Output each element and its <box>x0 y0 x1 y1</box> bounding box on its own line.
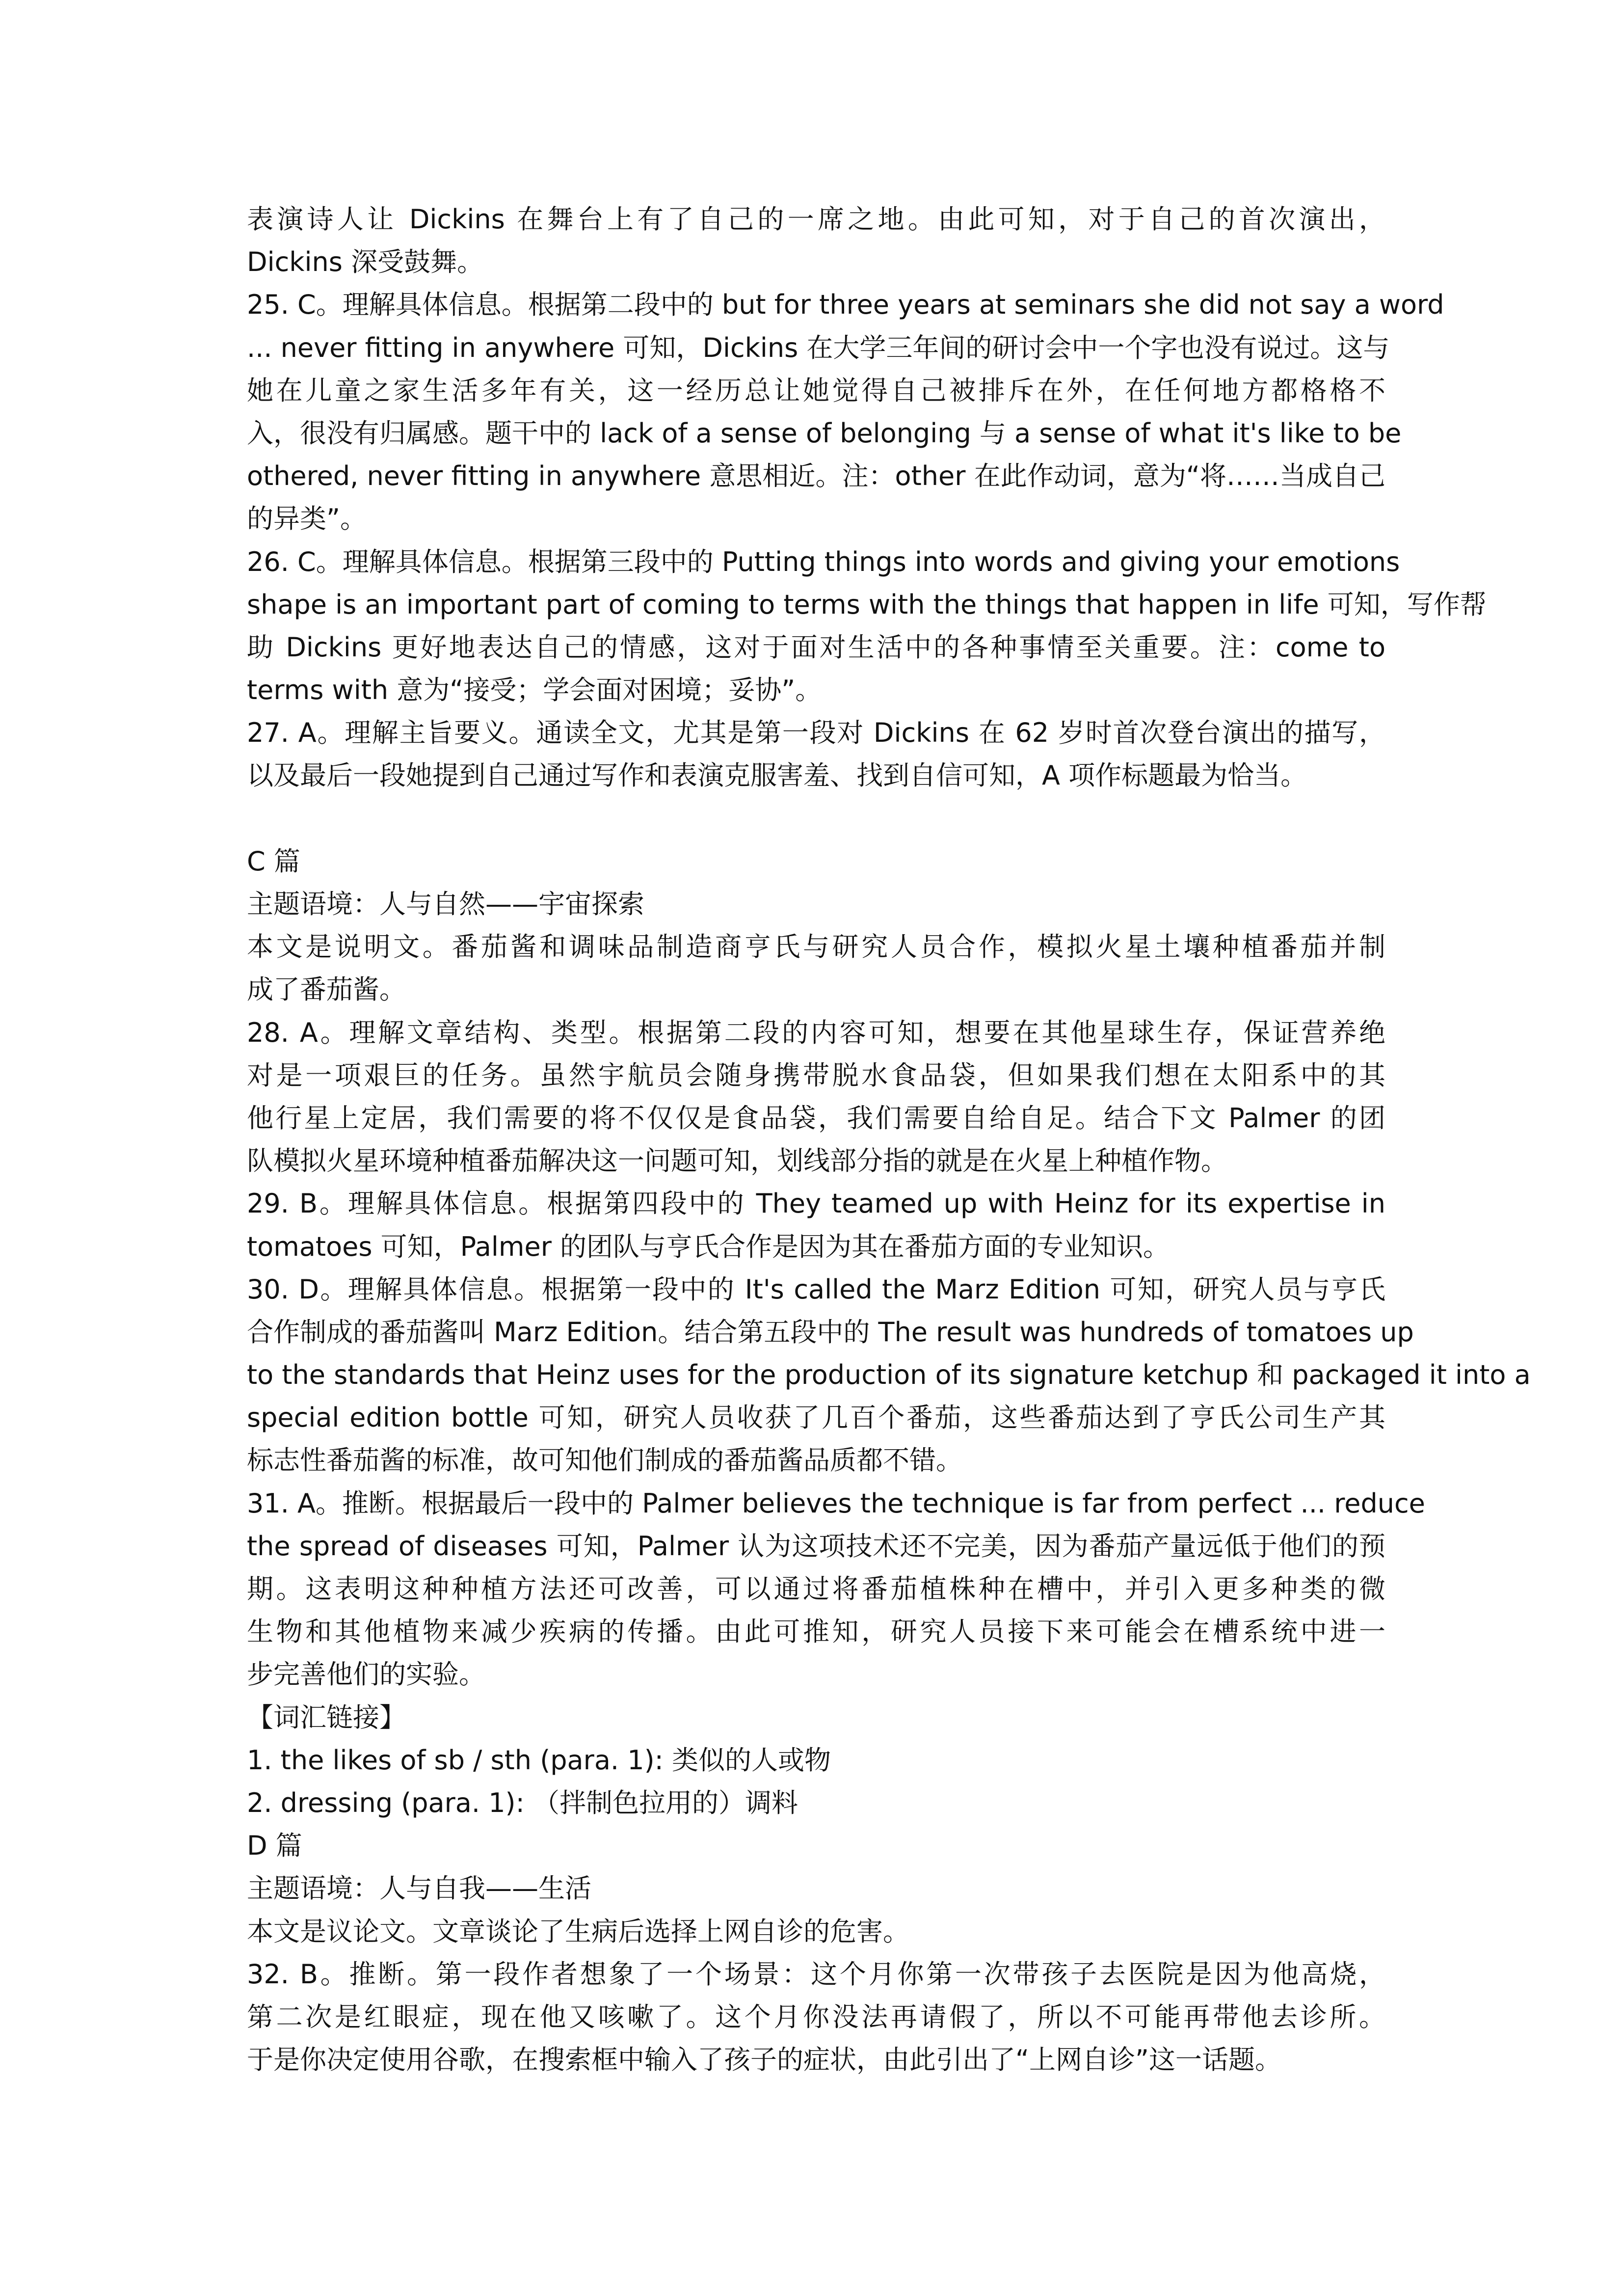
text-line: 26. C。理解具体信息。根据第三段中的 Putting things into words and giving your emotions <box>247 546 1400 577</box>
text-line: 他行星上定居，我们需要的将不仅仅是食品袋，我们需要自给自足。结合下文 Palmer 的团 <box>247 1102 1385 1134</box>
text-line: terms with 意为“接受；学会面对困境；妥协”。 <box>247 675 822 706</box>
text-line: 30. D。理解具体信息。根据第一段中的 It's called the Marz Edition 可知，研究人员与亨氏 <box>247 1273 1385 1305</box>
text-line: 对是一项艰巨的任务。虽然宇航员会随身携带脱水食品袋，但如果我们想在太阳系中的其 <box>247 1059 1385 1091</box>
text-line: 步完善他们的实验。 <box>247 1659 485 1690</box>
text-line: shape is an important part of coming to terms with the things that happen in life 可知，写作帮 <box>247 589 1487 620</box>
text-line: othered, never fitting in anywhere 意思相近。注：other 在此作动词，意为“将……当成自己 <box>247 460 1385 492</box>
text-line: the spread of diseases 可知，Palmer 认为这项技术还不完美，因为番茄产量远低于他们的预 <box>247 1530 1385 1562</box>
text-line: special edition bottle 可知，研究人员收获了几百个番茄，这些番茄达到了亨氏公司生产其 <box>247 1402 1385 1433</box>
text-line: 25. C。理解具体信息。根据第二段中的 but for three years at seminars she did not say a word <box>247 289 1444 321</box>
text-line: 的异类”。 <box>247 503 367 535</box>
text-line: 队模拟火星环境种植番茄解决这一问题可知，划线部分指的就是在火星上种植作物。 <box>247 1145 1227 1177</box>
blank-line <box>247 797 1385 840</box>
text-line: 期。这表明这种种植方法还可改善，可以通过将番茄植株种在槽中，并引入更多种类的微 <box>247 1573 1385 1604</box>
text-line: 31. A。推断。根据最后一段中的 Palmer believes the technique is far from perfect ... reduce <box>247 1487 1425 1519</box>
text-line: 标志性番茄酱的标准，故可知他们制成的番茄酱品质都不错。 <box>247 1445 962 1476</box>
text-line: 本文是说明文。番茄酱和调味品制造商亨氏与研究人员合作，模拟火星土壤种植番茄并制 <box>247 931 1385 963</box>
text-line: 于是你决定使用谷歌，在搜索框中输入了孩子的症状，由此引出了“上网自诊”这一话题。 <box>247 2044 1281 2076</box>
text-line: 主题语境：人与自然——宇宙探索 <box>247 889 644 919</box>
vocab-item: 2. dressing (para. 1): （拌制色拉用的）调料 <box>247 1787 798 1818</box>
text-line: 第二次是红眼症，现在他又咳嗽了。这个月你没法再请假了，所以不可能再带他去诊所。 <box>247 2001 1385 2032</box>
text-line: 以及最后一段她提到自己通过写作和表演克服害羞、找到自信可知，A 项作标题最为恰当。 <box>247 760 1307 791</box>
text-line: 合作制成的番茄酱叫 Marz Edition。结合第五段中的 The result was hundreds of tomatoes up <box>247 1316 1414 1348</box>
text-line: to the standards that Heinz uses for the production of its signature ketchup 和 packaged it into a <box>247 1359 1531 1391</box>
section-heading: C 篇 <box>247 845 300 877</box>
text-line: 32. B。推断。第一段作者想象了一个场景：这个月你第一次带孩子去医院是因为他高烧， <box>247 1958 1385 1990</box>
text-line: 生物和其他植物来减少疾病的传播。由此可推知，研究人员接下来可能会在槽系统中进一 <box>247 1616 1385 1648</box>
text-line: ... never fitting in anywhere 可知，Dickins 在大学三年间的研讨会中一个字也没有说过。这与 <box>247 332 1390 363</box>
text-line: 28. A。理解文章结构、类型。根据第二段的内容可知，想要在其他星球生存，保证营养绝 <box>247 1017 1385 1048</box>
section-heading: D 篇 <box>247 1830 302 1862</box>
vocab-item: 1. the likes of sb / sth (para. 1): 类似的人或物 <box>247 1744 831 1776</box>
text-line: 主题语境：人与自我——生活 <box>247 1873 591 1904</box>
text-line: 入，很没有归属感。题干中的 lack of a sense of belonging 与 a sense of what it's like to be <box>247 417 1402 449</box>
text-line: 助 Dickins 更好地表达自己的情感，这对于面对生活中的各种事情至关重要。注：come to <box>247 631 1385 663</box>
section-heading: 【词汇链接】 <box>247 1702 406 1733</box>
text-line: 29. B。理解具体信息。根据第四段中的 They teamed up with Heinz for its expertise in <box>247 1188 1385 1219</box>
document-page <box>247 198 1531 2081</box>
text-line: Dickins 深受鼓舞。 <box>247 246 484 278</box>
text-line: 她在儿童之家生活多年有关，这一经历总让她觉得自己被排斥在外，在任何地方都格格不 <box>247 375 1385 406</box>
text-line: 本文是议论文。文章谈论了生病后选择上网自诊的危害。 <box>247 1916 909 1947</box>
text-line: tomatoes 可知，Palmer 的团队与亨氏合作是因为其在番茄方面的专业知识。 <box>247 1231 1170 1262</box>
text-line: 表演诗人让 Dickins 在舞台上有了自己的一席之地。由此可知，对于自己的首次演出， <box>247 204 1385 235</box>
text-line: 27. A。理解主旨要义。通读全文，尤其是第一段对 Dickins 在 62 岁时首次登台演出的描写， <box>247 717 1385 749</box>
text-line: 成了番茄酱。 <box>247 974 406 1005</box>
